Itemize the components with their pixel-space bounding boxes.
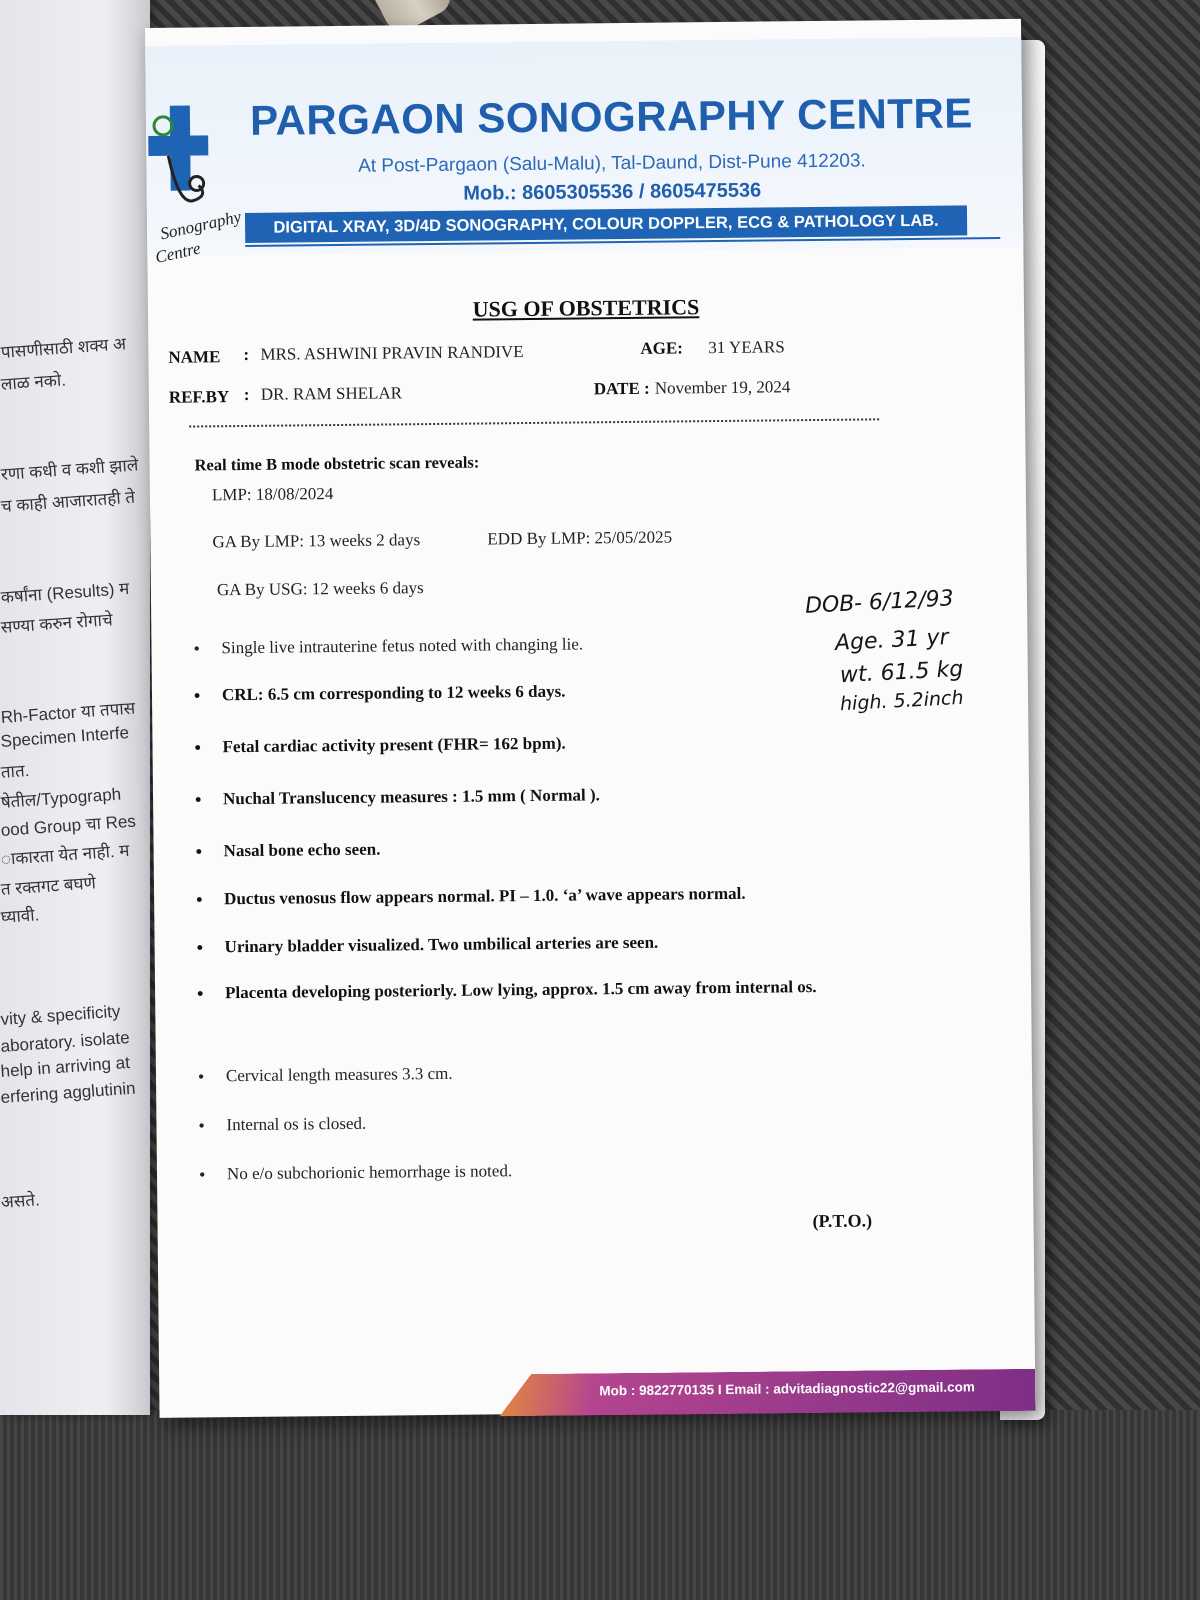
centre-name: PARGAON SONOGRAPHY CENTRE xyxy=(249,89,974,144)
centre-mobile: Mob.: 8605305536 / 8605475536 xyxy=(463,179,762,205)
patient-age: 31 YEARS xyxy=(708,337,785,358)
report-date: November 19, 2024 xyxy=(654,377,791,398)
dotted-divider xyxy=(189,418,879,427)
letterhead xyxy=(145,37,1023,268)
report-title: USG OF OBSTETRICS xyxy=(472,294,700,322)
referring-doctor: DR. RAM SHELAR xyxy=(260,383,403,404)
handwritten-age: Age. 31 yr xyxy=(834,625,950,656)
lmp-field: LMP: 18/08/2024 xyxy=(211,484,334,505)
centre-address: At Post-Pargaon (Salu-Malu), Tal-Daund, Dist-Pune 412203. xyxy=(358,150,866,177)
booklet-line: ाकारता येत नाही. म xyxy=(0,841,131,869)
finding-item: • Ductus venosus flow appears normal. PI – 1.0. ‘a’ wave appears normal. xyxy=(194,876,904,915)
booklet-line: लाळ नको. xyxy=(0,370,67,394)
ga-by-usg-field: GA By USG: 12 weeks 6 days xyxy=(216,578,424,600)
booklet-line: ood Group चा Res xyxy=(0,811,137,840)
date-label: DATE : xyxy=(593,378,650,399)
booklet-line: कर्षांना (Results) म xyxy=(0,579,130,607)
booklet-line: पासणीसाठी शक्य अ xyxy=(0,334,127,362)
booklet-line: help in arriving at xyxy=(0,1052,131,1081)
refby-separator: : xyxy=(243,384,250,404)
booklet-line: तात. xyxy=(0,761,30,782)
booklet-line: षेतील/Typograph xyxy=(0,784,122,812)
finding-item: • CRL: 6.5 cm corresponding to 12 weeks 6 days. xyxy=(192,672,902,711)
report-sheet xyxy=(145,19,1036,1418)
finding-item: • No e/o subchorionic hemorrhage is noted. xyxy=(197,1151,907,1190)
booklet-line: असते. xyxy=(0,1190,41,1212)
finding-item: • Fetal cardiac activity present (FHR= 162 bpm). xyxy=(192,724,902,763)
booklet-line: रणा कधी व कशी झाले xyxy=(0,455,139,484)
age-label: AGE: xyxy=(640,338,683,358)
booklet-line: vity & specificity xyxy=(0,1001,122,1029)
finding-item: • Urinary bladder visualized. Two umbilical arteries are seen. xyxy=(194,924,904,963)
finding-item: • Single live intrauterine fetus noted with changing lie. xyxy=(191,625,901,664)
refby-label: REF.BY xyxy=(168,387,230,407)
left-booklet xyxy=(0,0,150,1415)
handwritten-dob: DOB- 6/12/93 xyxy=(804,586,955,619)
name-label: NAME xyxy=(168,347,221,367)
logo-caption-line1: Sonography xyxy=(158,206,243,244)
floor-bottom xyxy=(0,1410,1200,1600)
patient-name: MRS. ASHWINI PRAVIN RANDIVE xyxy=(260,342,524,364)
finding-item: • Placenta developing posteriorly. Low lying, approx. 1.5 cm away from internal os. xyxy=(195,970,905,1009)
ga-by-lmp-field: GA By LMP: 13 weeks 2 days xyxy=(212,530,421,552)
booklet-line: Specimen Interfe xyxy=(0,723,130,751)
booklet-line: घ्यावी. xyxy=(0,905,40,927)
edd-by-lmp-field: EDD By LMP: 25/05/2025 xyxy=(487,527,673,549)
booklet-line: erfering agglutinin xyxy=(0,1078,137,1107)
handwritten-weight: wt. 61.5 kg xyxy=(839,656,964,689)
booklet-line: सण्या करुन रोगाचे xyxy=(0,610,114,637)
finding-item: • Internal os is closed. xyxy=(196,1102,906,1141)
pto-marker: (P.T.O.) xyxy=(812,1210,873,1232)
logo-caption-line2: Centre xyxy=(153,238,203,268)
name-separator: : xyxy=(243,344,250,364)
footer-contact: Mob : 9822770135 I Email : advitadiagnostic22@gmail.com xyxy=(599,1379,975,1399)
booklet-line: च काही आजारातही ते xyxy=(0,487,136,516)
booklet-line: Rh-Factor या तपास xyxy=(0,698,136,727)
booklet-line: aboratory. isolate xyxy=(0,1027,131,1056)
scan-heading: Real time B mode obstetric scan reveals: xyxy=(194,452,480,475)
handwritten-height: high. 5.2inch xyxy=(839,686,965,716)
finding-item: • Nasal bone echo seen. xyxy=(193,828,903,867)
services-banner: DIGITAL XRAY, 3D/4D SONOGRAPHY, COLOUR DOPPLER, ECG & PATHOLOGY LAB. xyxy=(245,205,967,243)
booklet-line: त रक्तगट बघणे xyxy=(0,873,97,899)
finding-item: • Nuchal Translucency measures : 1.5 mm ( Normal ). xyxy=(193,776,903,815)
finding-item: • Cervical length measures 3.3 cm. xyxy=(196,1053,906,1092)
